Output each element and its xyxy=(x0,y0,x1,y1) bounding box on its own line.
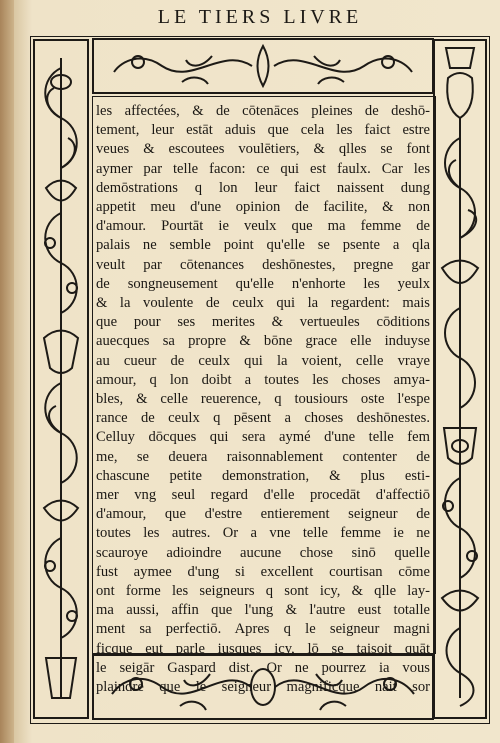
text-line: ficque eut parle iusques icy, lō se taisoit quāt xyxy=(96,640,430,657)
text-line: mer vng seul regard d'elle procedāt d'affectiō xyxy=(96,487,430,504)
text-line: Celluy dōcques qui sera aymé d'une telle fem xyxy=(96,429,430,446)
text-line: au cueur de ceulx qui la voient, celle vraye xyxy=(96,352,430,369)
text-line: ment sa perfectiō. Apres q le seigneur magni xyxy=(96,621,430,638)
text-line: & la voulente de ceulx qui la regardent: mais xyxy=(96,295,430,312)
text-line: les affectées, & de cōtenāces pleines de deshō- xyxy=(96,103,430,119)
text-line: toutes les autres. Or a vne telle femme ie ne xyxy=(96,525,430,542)
text-line: de songneusement qu'elle n'enhorte les yeulx xyxy=(96,275,430,292)
text-line: demōstrations q lon leur faict naissent dung xyxy=(96,179,430,196)
text-line: aymer par telle facon: ce qui est faulx. Car les xyxy=(96,160,430,177)
text-line: appetit meu d'une opinion de facilite, & non xyxy=(96,199,430,216)
text-line: bles, & celle reuerence, q tousiours oste l'espe xyxy=(96,391,430,408)
text-line: ont forme les seigneurs q sont icy, & qlle lay- xyxy=(96,583,430,600)
text-line: me, se deuera raisonnablement contenter de xyxy=(96,448,430,465)
vase-and-foliage-ornament-icon xyxy=(432,38,488,720)
text-line: d'amour, que d'estre entierement seigneur de xyxy=(96,506,430,523)
text-line: fust aymee d'ung si excellent courtisan cōme xyxy=(96,563,430,580)
text-line: rance de ceulx q pēsent a choses deshōnestes. xyxy=(96,410,430,427)
text-line: chascune petite demonstration, & plus esti- xyxy=(96,467,430,484)
text-line: le seigār Gaspard dist. Or ne pourrez ia vous xyxy=(96,659,430,676)
vase-and-foliage-ornament-icon xyxy=(32,38,90,720)
text-line: tement, leur estāt aduis que cela les faict estre xyxy=(96,122,430,139)
text-line: ma aussi, affin que l'ung & l'autre eust totalle xyxy=(96,602,430,619)
text-line: veult par cōtenances deshōnestes, pregne gar xyxy=(96,256,430,273)
text-line: d'amour. Pourtāt ie veulx que ma femme de xyxy=(96,218,430,235)
arabesque-scroll-ornament-icon xyxy=(92,38,434,94)
text-line: veues & escoutees voulētiers, & qlles se font xyxy=(96,141,430,158)
text-line: amour, q lon doibt a toutes les choses amya- xyxy=(96,371,430,388)
body-text xyxy=(96,102,430,696)
text-line: scauroye adioindre aucune chose sinō quelle xyxy=(96,544,430,561)
text-line: palais ne semble point qu'elle se psente a qla xyxy=(96,237,430,254)
text-line: plaindre que le seigneur magnificque nait sor xyxy=(96,679,430,696)
text-line: auecques sa propre & bōne grace elle induyse xyxy=(96,333,430,350)
running-head: LE TIERS LIVRE xyxy=(157,6,363,28)
text-line: que pour ses merites & vertueules cōditions xyxy=(96,314,430,331)
page-edge xyxy=(0,0,14,743)
